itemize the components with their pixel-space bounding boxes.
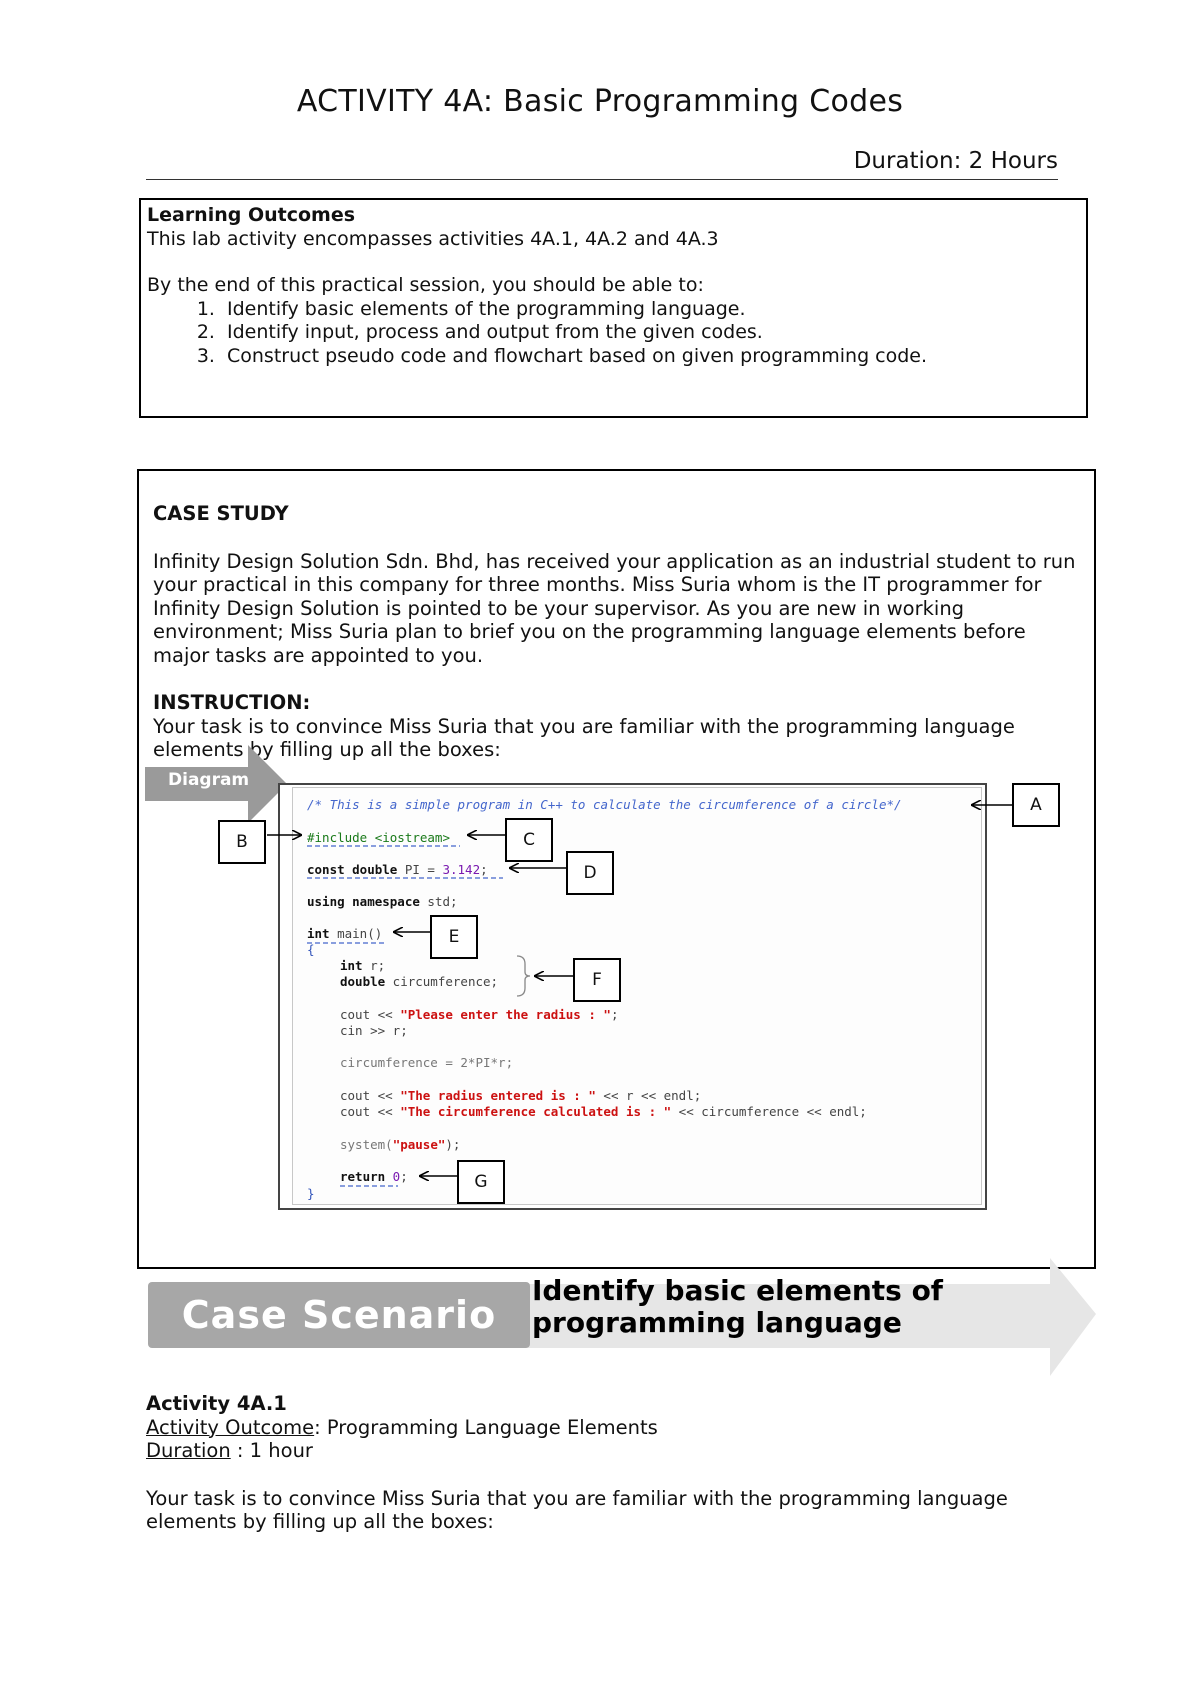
code-keyword: const double (307, 862, 398, 877)
activity-section (146, 1392, 1096, 1534)
case-study-heading: CASE STUDY (153, 502, 289, 525)
diagram-label: Diagram (168, 770, 250, 790)
code-calc-line (340, 1055, 513, 1070)
code-open-brace-line (307, 942, 315, 957)
learning-outcomes-intro: This lab activity encompasses activities 4A.1, 4A.2 and 4A.3 (147, 227, 719, 250)
code-cout3-line (340, 1104, 867, 1119)
code-decl1-line (340, 958, 385, 973)
learning-outcomes-heading: Learning Outcomes (147, 204, 356, 226)
code-using-line (307, 894, 458, 909)
label-box-e[interactable]: E (430, 915, 478, 959)
banner-subtitle: Identify basic elements of programming language (532, 1274, 943, 1339)
activity-outcome (146, 1416, 1096, 1440)
case-study-text (153, 502, 1088, 762)
code-string: "Please enter the radius : " (400, 1007, 611, 1022)
learning-outcomes-lead: By the end of this practical session, you should be able to: (147, 274, 704, 296)
label-box-d[interactable]: D (566, 851, 614, 895)
activity-duration-value: : 1 hour (230, 1439, 313, 1462)
code-text: system( (340, 1137, 393, 1152)
code-text: ; (610, 1007, 619, 1022)
label-box-g[interactable]: G (457, 1160, 505, 1204)
header-divider (146, 179, 1058, 180)
instruction-text: Your task is to convince Miss Suria that you are familiar with the programming language elements by filling up all the boxes: (153, 714, 1015, 761)
code-text: cout << (340, 1088, 401, 1103)
code-text: << r << endl; (595, 1088, 702, 1103)
code-system-line (340, 1137, 460, 1152)
code-keyword: int (340, 958, 363, 973)
activity-duration-label: Duration (146, 1439, 231, 1462)
code-text: cout << (340, 1104, 401, 1119)
code-comment: /* This is a simple program in C++ to calculate the circumference of a circle*/ (307, 797, 902, 812)
label-box-c[interactable]: C (505, 818, 553, 862)
code-text: cout << (340, 1007, 401, 1022)
code-text: circumference = 2*PI*r; (340, 1055, 514, 1070)
list-item: 3. Construct pseudo code and flowchart based on given programming code. (221, 345, 1080, 369)
code-close-brace-line (307, 1186, 315, 1201)
code-keyword: using namespace (307, 894, 420, 909)
learning-outcomes-list (147, 298, 1080, 369)
code-cout2-line (340, 1088, 701, 1103)
label-box-a[interactable]: A (1012, 783, 1060, 827)
activity-heading: Activity 4A.1 (146, 1392, 287, 1415)
code-main-line (307, 926, 382, 941)
activity-outcome-value: : Programming Language Elements (314, 1415, 658, 1439)
instruction-heading: INSTRUCTION: (153, 691, 311, 714)
code-decl2-line (340, 974, 498, 989)
code-text: ; (480, 862, 488, 877)
code-text: std; (419, 894, 458, 909)
label-box-f[interactable]: F (573, 958, 621, 1002)
code-text: << circumference << endl; (671, 1104, 867, 1119)
list-item: 1. Identify basic elements of the programming language. (221, 298, 1080, 322)
code-include: #include <iostream> (307, 830, 450, 845)
code-string: "The radius entered is : " (400, 1088, 596, 1103)
code-keyword: double (340, 974, 386, 989)
code-text: cin >> r; (340, 1023, 408, 1038)
code-include-line (307, 830, 450, 845)
code-cout1-line (340, 1007, 618, 1022)
code-text: circumference; (385, 974, 499, 989)
code-text: r; (362, 958, 386, 973)
code-number: 3.142 (442, 862, 481, 877)
code-const-line (307, 862, 488, 877)
activity-outcome-label: Activity Outcome (146, 1415, 315, 1439)
code-text: main() (329, 926, 383, 941)
code-text: ); (445, 1137, 461, 1152)
code-brace: } (307, 1186, 315, 1201)
case-scenario-label: Case Scenario (148, 1282, 530, 1348)
code-comment-line (307, 797, 902, 812)
label-box-b[interactable]: B (218, 820, 266, 864)
list-item: 2. Identify input, process and output from the given codes. (221, 321, 1080, 345)
code-keyword: return (340, 1169, 386, 1184)
learning-outcomes-box (139, 198, 1088, 418)
code-cin-line (340, 1023, 408, 1038)
duration-text: Duration: 2 Hours (853, 148, 1058, 174)
code-keyword: int (307, 926, 330, 941)
code-return-line (340, 1169, 408, 1184)
code-brace: { (307, 942, 315, 957)
code-number: 0 (385, 1169, 401, 1184)
page-title: ACTIVITY 4A: Basic Programming Codes (296, 84, 904, 119)
activity-task: Your task is to convince Miss Suria that you are familiar with the programming language elements by filling up all the boxes: (146, 1486, 1008, 1533)
code-string: "pause" (392, 1137, 446, 1152)
code-text: PI = (397, 862, 443, 877)
code-text: ; (400, 1169, 408, 1184)
activity-duration (146, 1439, 1096, 1463)
case-study-body: Infinity Design Solution Sdn. Bhd, has received your application as an industrial student to run your practical in this company for three months. Miss Suria whom is the IT programmer for Infinity Design Solution is pointed to be your supervisor. As you are new in working environment; Miss Suria plan to brief you on the programming language elements before major tasks are appointed to you. (153, 549, 1076, 667)
code-string: "The circumference calculated is : " (400, 1104, 672, 1119)
